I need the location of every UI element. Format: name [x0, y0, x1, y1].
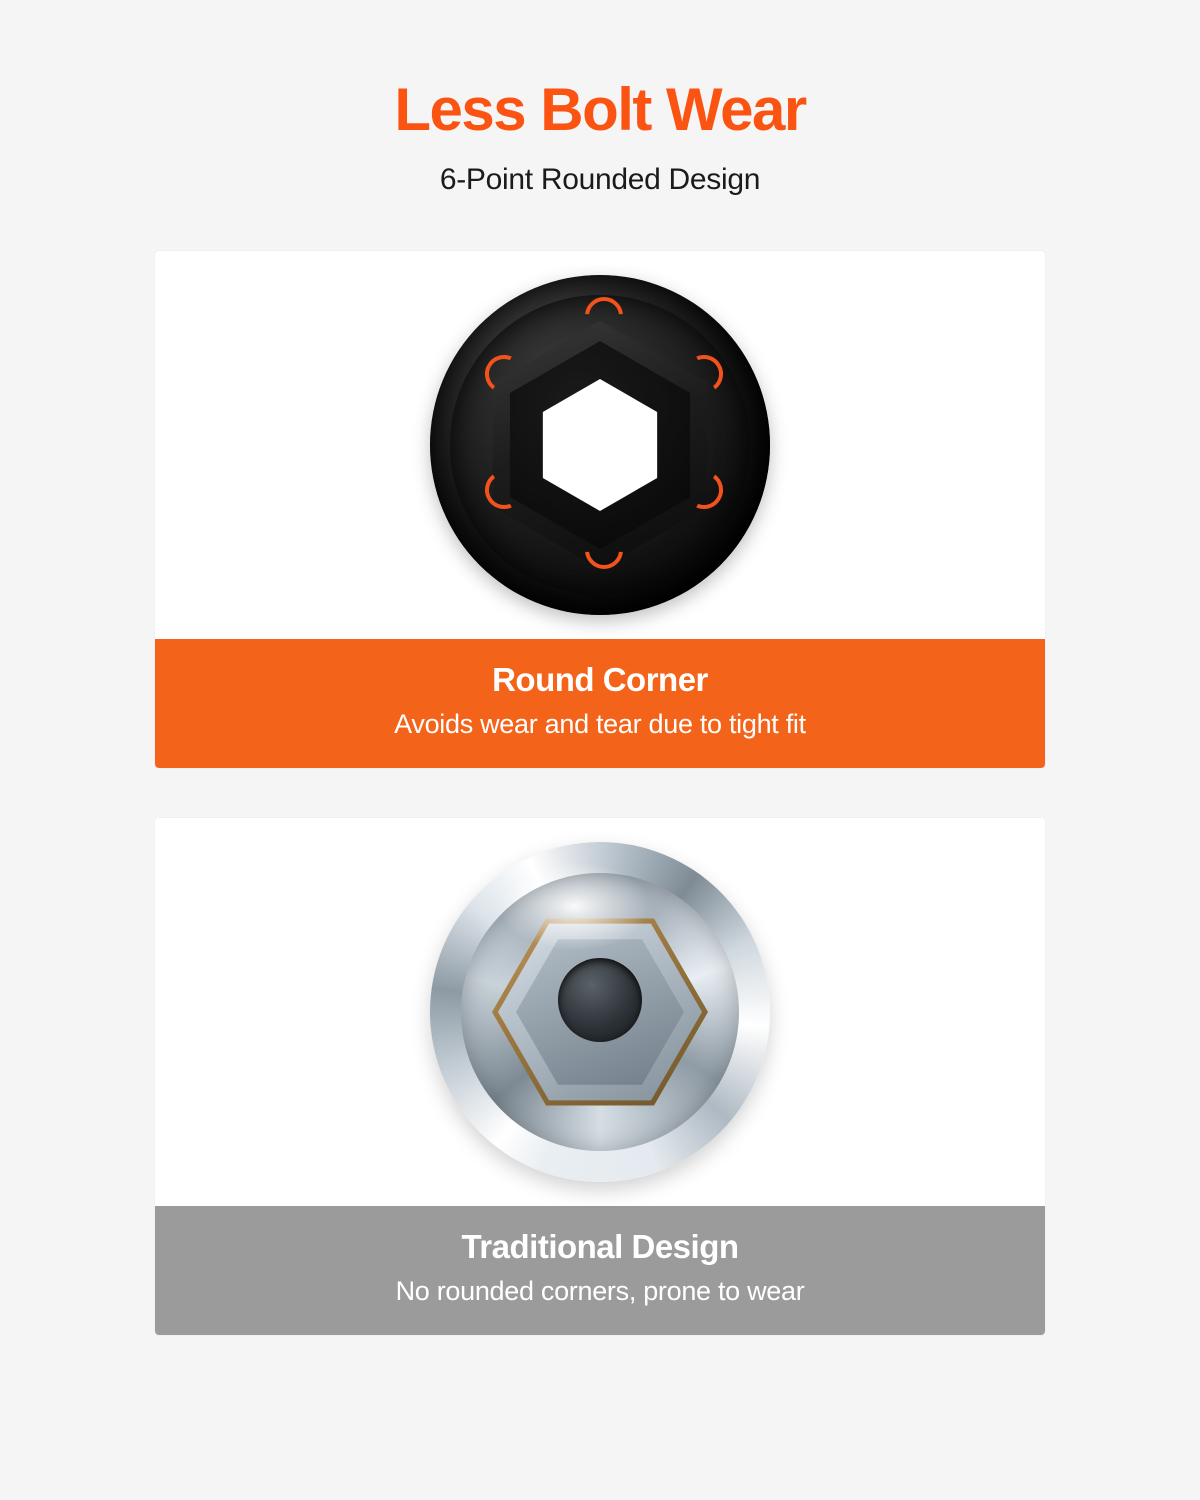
round-corner-description: Avoids wear and tear due to tight fit [394, 709, 806, 740]
traditional-socket-image [155, 818, 1045, 1206]
chrome-socket-bore [558, 958, 642, 1042]
round-corner-socket-image [155, 251, 1045, 639]
chrome-socket-illustration [430, 842, 770, 1182]
traditional-design-caption [155, 1206, 1045, 1335]
page-title: Less Bolt Wear [394, 76, 806, 143]
comparison-cards [0, 251, 1200, 1335]
black-socket-illustration [430, 275, 770, 615]
round-corner-caption [155, 639, 1045, 768]
page-subtitle: 6-Point Rounded Design [439, 163, 761, 196]
round-corner-title: Round Corner [492, 661, 708, 698]
page-header [0, 0, 1200, 197]
traditional-design-description: No rounded corners, prone to wear [395, 1276, 805, 1307]
feature-card-traditional-design [155, 818, 1045, 1335]
traditional-design-title: Traditional Design [461, 1228, 739, 1265]
feature-card-round-corner [155, 251, 1045, 768]
